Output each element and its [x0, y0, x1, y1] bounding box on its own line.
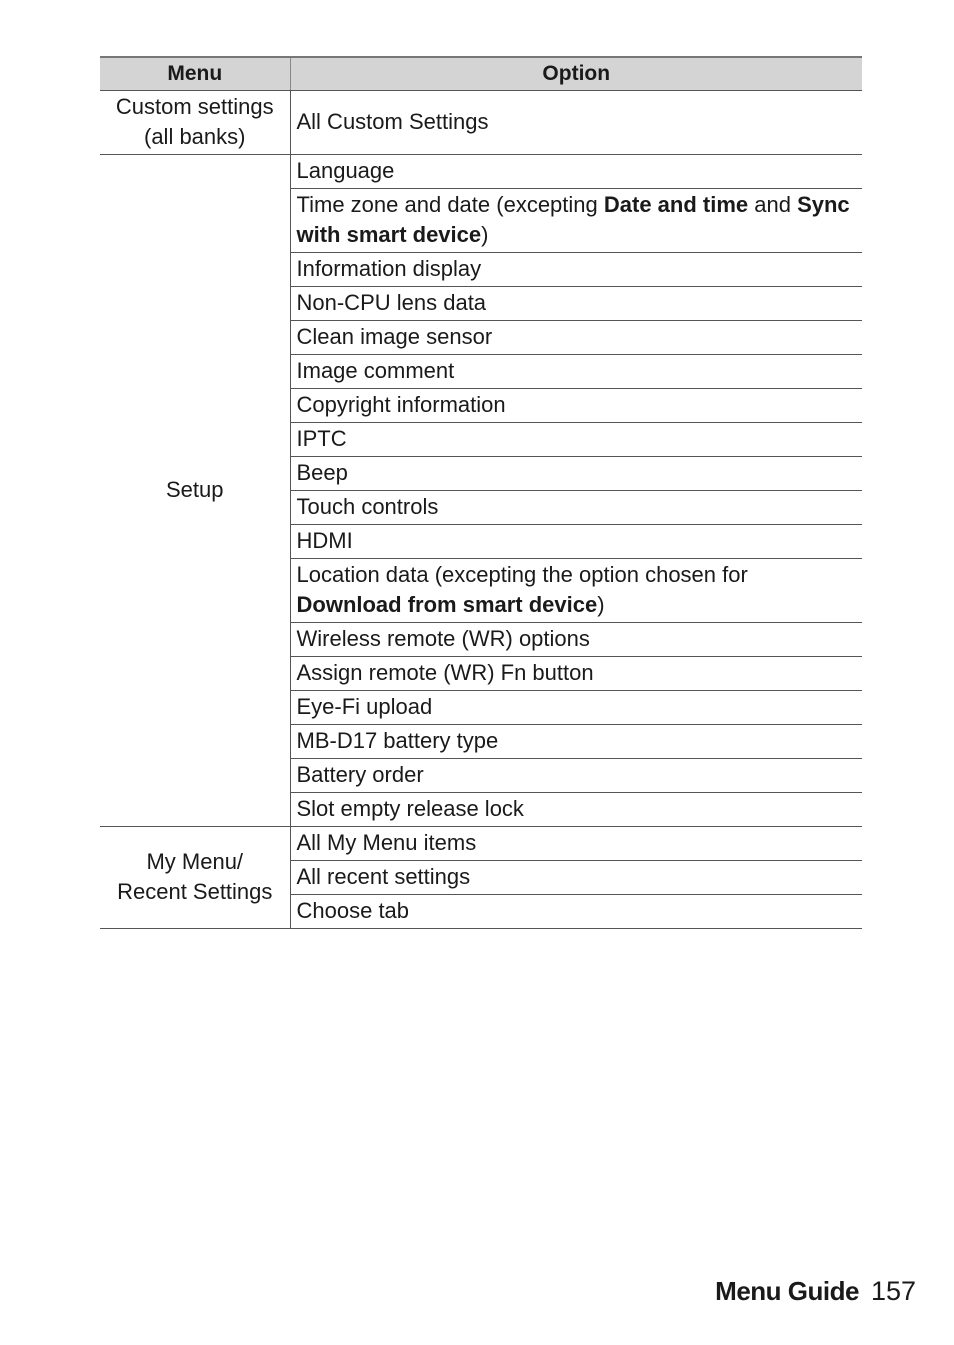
- table-header-row: [100, 57, 862, 91]
- option-cell: [290, 423, 862, 457]
- option-cell: [290, 861, 862, 895]
- option-cell: [290, 525, 862, 559]
- table-row: [100, 155, 862, 189]
- menu-cell-line: (all banks): [144, 124, 246, 149]
- option-text: IPTC: [296, 426, 347, 451]
- option-text: Copyright information: [296, 392, 506, 417]
- option-text: All My Menu items: [296, 830, 477, 855]
- option-cell: [290, 759, 862, 793]
- table-body: [100, 91, 862, 929]
- option-bold-text: Sync with smart device: [296, 192, 850, 247]
- option-text: MB-D17 battery type: [296, 728, 499, 753]
- option-text: Choose tab: [296, 898, 410, 923]
- option-cell: [290, 691, 862, 725]
- option-text: Information display: [296, 256, 482, 281]
- option-text: Clean image sensor: [296, 324, 493, 349]
- option-cell: [290, 793, 862, 827]
- option-cell: [290, 725, 862, 759]
- option-text: Assign remote (WR) Fn button: [296, 660, 594, 685]
- option-text: Non-CPU lens data: [296, 290, 487, 315]
- option-cell: [290, 559, 862, 623]
- menu-cell: [100, 827, 290, 929]
- table-row: [100, 91, 862, 155]
- menu-column-header: Menu: [100, 57, 290, 91]
- option-cell: [290, 457, 862, 491]
- option-text: All recent settings: [296, 864, 471, 889]
- option-text: Beep: [296, 460, 348, 485]
- option-cell: [290, 657, 862, 691]
- option-cell: [290, 253, 862, 287]
- page-footer: [715, 1276, 916, 1307]
- option-text: Image comment: [296, 358, 455, 383]
- option-cell: [290, 491, 862, 525]
- menu-cell-line: My Menu/: [146, 849, 244, 874]
- option-text: Wireless remote (WR) options: [296, 626, 590, 651]
- option-column-header: Option: [290, 57, 862, 91]
- option-cell: [290, 91, 862, 155]
- option-text: ): [597, 592, 605, 617]
- option-cell: [290, 827, 862, 861]
- menu-cell: [100, 155, 290, 827]
- option-text: and: [748, 192, 798, 217]
- option-cell: [290, 389, 862, 423]
- option-text: Battery order: [296, 762, 424, 787]
- menu-cell-line: Setup: [166, 477, 224, 502]
- option-text: HDMI: [296, 528, 353, 553]
- option-bold-text: Date and time: [603, 192, 749, 217]
- option-text: Slot empty release lock: [296, 796, 524, 821]
- option-text: Time zone and date (excepting: [296, 192, 604, 217]
- option-cell: [290, 189, 862, 253]
- option-text: Eye-Fi upload: [296, 694, 433, 719]
- option-bold-text: Download from smart device: [296, 592, 598, 617]
- option-cell: [290, 895, 862, 929]
- menu-cell: [100, 91, 290, 155]
- menu-options-table: [100, 56, 862, 929]
- option-text: ): [481, 222, 489, 247]
- table-row: [100, 827, 862, 861]
- option-cell: [290, 155, 862, 189]
- option-cell: [290, 287, 862, 321]
- option-cell: [290, 355, 862, 389]
- option-text: Touch controls: [296, 494, 439, 519]
- option-text: Language: [296, 158, 395, 183]
- menu-cell-line: Custom settings: [115, 94, 274, 119]
- option-text: All Custom Settings: [296, 109, 489, 134]
- menu-cell-line: Recent Settings: [117, 879, 273, 904]
- section-title: Menu Guide: [715, 1276, 859, 1306]
- option-cell: [290, 321, 862, 355]
- page-number: 157: [870, 1276, 916, 1306]
- option-text: Location data (excepting the option chosen for: [296, 562, 748, 587]
- option-cell: [290, 623, 862, 657]
